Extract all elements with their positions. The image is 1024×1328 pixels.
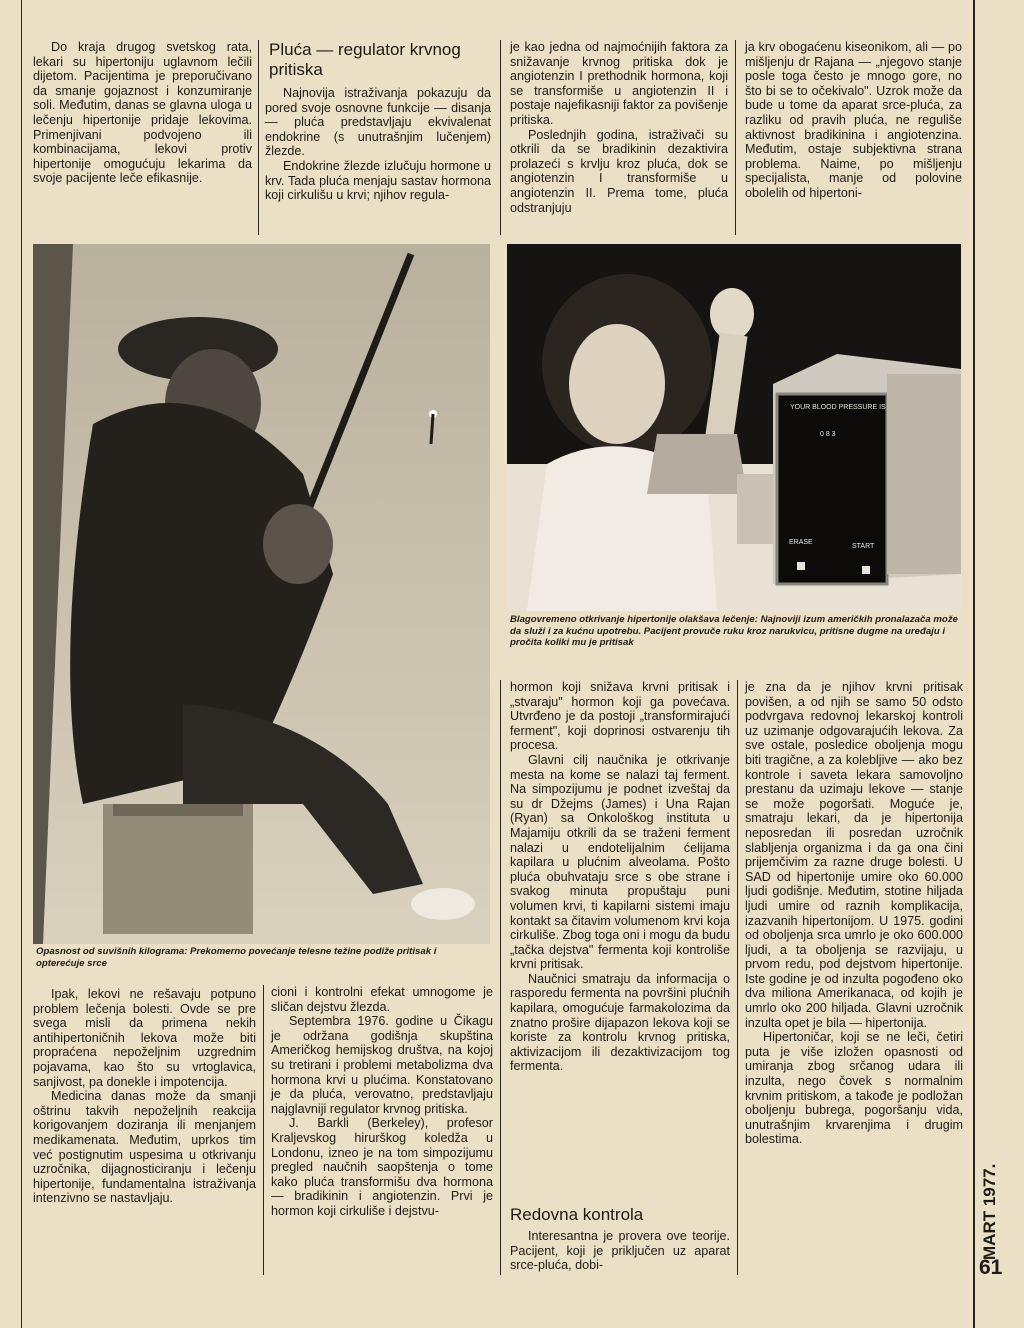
column3-bottom-paragraph: hormon koji snižava krvni pritisak i „stvaraju" hormon koji ga povećava. Utvrđeno je da postoji „transformirajući ferment", koji doprinosi ostvarenju tih procesa. (510, 680, 730, 753)
column3-bottom-paragraph-2: Glavni cilj naučnika je otkrivanje mesta na kome se nalazi taj ferment. Na simpozijumu je podnet izveštaj da su dr Džejms (James) i Una Rajan (Ryan) sa Onkološkog instituta u Majamiju otkrili da se traženi ferment nalazi u endotelijalnim ćelijama kapilara u plućnim alveolama. Pošto pluća obuhvataju srce s obe strane i svakog minuta propuštaju puni volumen krvi, ti kapilarni sistemi imaju kontakt sa čitavim volumenom krvi koja cirkuliše. Zbog toga oni i mogu da budu „tačka dejstva" fermenta koji kontroliše krvni pritisak. (510, 752, 730, 972)
column4-top-paragraph: ja krv obogaćenu kiseonikom, ali — po mišljenju dr Rajana — „njegovo stanje posle toga često je mnogo gore, no što bi se to očekivalo". Uzrok može da bude u tome da aparat srce-pluća, za razliku od pravih pluća, ne reguliše aktivnost bradikinina i angiotenzina. Međutim, ostaje subjektivna strana problema. Naime, po mišljenju specijalista, manje od polovine obolelih od hipertoni- (745, 40, 962, 200)
column4-bottom-paragraph-2: Hipertoničar, koji se ne leči, četiri puta je više izložen opasnosti od umiranja zbog srčanog udara ili inzulta, nego čovek s normalnim krvnim pritiskom, a takođe je podložan oboljenju bubrega, pogoršanju vida, unutrašnjim krvarenjima i drugim bolestima. (745, 1030, 963, 1147)
page-number: 61 (979, 1256, 1003, 1279)
device-illustration (507, 244, 961, 611)
column1-bottom-paragraph-2: Medicina danas može da smanji oštrinu takvih nepoželjnih reakcija korigovanjem doziranja ili menjanjem medikamenata. Međutim, uprkos tim već postignutim uspesima u otkrivanju uzročnika, dijagnosticiranju i lečenju hipertonije, fundamentalna istraživanja intenzivno se nastavljaju. (33, 1089, 256, 1206)
column2-top-paragraph: Najnovija istraživanja pokazuju da pored svoje osnovne funkcije — disanja — pluća predstavljaju ekvivalenat endokrine (s unutrašnjim lučenjem) žlezde. (265, 86, 491, 159)
column-divider (500, 40, 501, 235)
column2-bottom-paragraph-2: Septembra 1976. godine u Čikagu je održana godišnja skupština Američkog hemijskog društva, na kojoj su tretirani i problemi metabolizma dva hormona krvi u plućima. Konstatovano je da pluća, verovatno, predstavljaju najglavniji regulator krvnog pritiska. (271, 1014, 493, 1116)
device-start-button (862, 566, 870, 574)
photo-blood-pressure-device (507, 244, 961, 611)
column3-top-text (510, 40, 728, 215)
issue-date: MART 1977. (980, 1163, 999, 1260)
left-frame-rule (21, 0, 22, 1328)
column2-heading: Pluća — regulator krvnog pritiska (269, 40, 461, 79)
column3-subheading: Redovna kontrola (510, 1205, 644, 1224)
column1-bottom-text (33, 987, 256, 1206)
device-erase-button (797, 562, 805, 570)
column-divider (735, 40, 736, 235)
column-divider (737, 680, 738, 1275)
column3-top-paragraph-2: Poslednjih godina, istraživači su otkrili da se bradikinin dezaktivira prolazeći s krvlju kroz pluća, dok se angiotenzin I transformiše u angiotenzin II. Prema tome, pluća odstranjuju (510, 127, 728, 215)
column2-bottom-text (271, 985, 493, 1219)
column3-bottom-text (510, 680, 730, 1074)
column3-top-paragraph: je kao jedna od najmoćnijih faktora za snižavanje krvnog pritiska dok je angiotenzin I prethodnik hormona, koji se transformiše u angiotenzin II i postaje najefikasniji faktor za povišenje pritiska. (510, 40, 728, 127)
device-reading-text: 0 8 3 (820, 431, 836, 438)
device-label-text: YOUR BLOOD PRESSURE IS (790, 404, 886, 411)
column3-bottom-text-2 (510, 1229, 730, 1273)
caption-left: Opasnost od suvišnih kilograma: Prekomerno povećanje telesne težine podiže pritisak i opterećuje srce (36, 946, 437, 969)
column2-top-text (265, 86, 491, 203)
column3-bottom-paragraph-3: Naučnici smatraju da informacija o rasporedu fermenta na površini plućnih kapilara, omogućuje farmakolozima da znatno prošire dijapazon lekova koji se koriste za kontrolu krvnog pritiska, aktivizacijom ili dezaktivizacijom tog fermenta. (510, 971, 730, 1074)
column-divider (263, 985, 264, 1275)
column1-top-text (33, 40, 252, 186)
column1-bottom-paragraph: Ipak, lekovi ne rešavaju potpuno problem lečenja bolesti. Ovde se pre svega misli da primena nekih antihipertoničnih lekova može biti propraćena nepoželjnim uzgrednim pojavama, kao što su vrtoglavica, sanjivost, pa donekle i impotencija. (33, 987, 256, 1089)
column4-bottom-paragraph: je zna da je njihov krvni pritisak povišen, a od njih se samo 50 odsto podvrgava redovnoj lekarskoj kontroli uz uzimanje odgovarajućih lekova. Za sve ostale, posledice oboljenja mogu biti tragične, a za kolebljive — ako bez kontrole i saveta lekara samovoljno prestanu da uzimaju lekove — stanje se može pogoršati. Moguće je, smatraju lekari, da je hipertonija neposredan ili posredan uzročnik slabljenja organizma i da ga ona čini prijemčivim za razne druge bolesti. U SAD od hipertonije umire oko 60.000 ljudi godišnje. Međutim, stotine hiljada ljudi umire od raznih komplikacija, izazvanih hipertonijom. U 1975. godini od oboljenja srca umrlo je oko 600.000 ljudi, a ta oboljenja se razvijaju, u prvom redu, pod dejstvom hipertonije. Iste godine je od inzulta pogođeno oko dva miliona Amerikanaca, od kojih je umrlo oko 200 hiljada. Glavni uzročnik inzulta opet je bila — hipertonija. (745, 680, 963, 1030)
caption-right: Blagovremeno otkrivanje hipertonije olakšava lečenje: Najnoviji izum američkih pronalazača može da služi i za kućnu upotrebu. Pacijent provuče ruku kroz narukvicu, pritisne dugme na uređaju i pročita koliki mu je pritisak (510, 614, 958, 648)
column4-bottom-text (745, 680, 963, 1147)
column2-bottom-paragraph-3: J. Barkli (Berkeley), profesor Kraljevskog hirurškog koledža u Londonu, izneo je na tom simpozijumu pregled naučnih saopštenja o tome kako pluća transformišu dva hormona — bradikinin i angiotenzin. Prvi je hormon koji cirkuliše i dejstvu- (271, 1116, 493, 1218)
right-frame-rule (973, 0, 975, 1328)
device-erase-text: ERASE (789, 539, 813, 546)
column2-bottom-paragraph: cioni i kontrolni efekat umnogome je sličan dejstvu žlezda. (271, 985, 493, 1014)
column1-top-paragraph: Do kraja drugog svetskog rata, lekari su hipertoniju uglavnom lečili dijetom. Pacijentima je preporučivano da smanje gojaznost i konzumiranje soli. Međutim, danas se glavna uloga u lečenju hipertonije pridaje lekovima. Primenjivani podvojeno ili kombinacijama, lekovi protiv hipertonije omogućuju lekarima da svoje pacijente leče efikasnije. (33, 40, 252, 186)
column-divider (500, 680, 501, 1275)
device-start-text: START (852, 543, 875, 550)
photo-fisherman (33, 244, 490, 944)
column-divider (258, 40, 259, 235)
fisherman-illustration (33, 244, 490, 944)
column3-bottom-paragraph-4: Interesantna je provera ove teorije. Pacijent, koji je priključen uz aparat srce-pluća, dobi- (510, 1229, 730, 1273)
column2-top-paragraph-2: Endokrine žlezde izlučuju hormone u krv. Tada pluća menjaju sastav hormona koji cirkulišu u krvi; njihov regula- (265, 158, 491, 203)
column4-top-text (745, 40, 962, 201)
